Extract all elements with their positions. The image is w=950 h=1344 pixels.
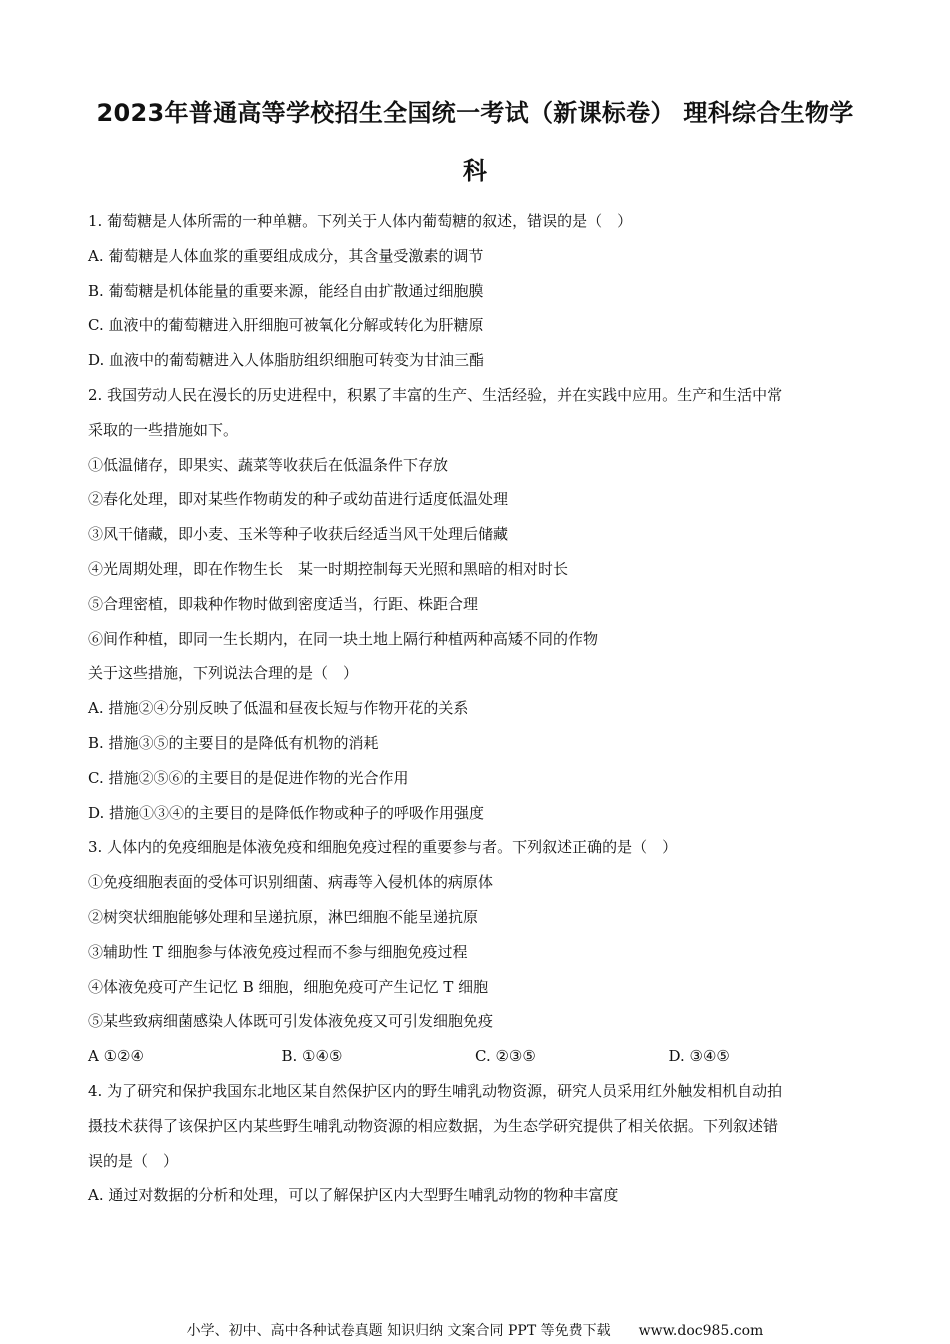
q3-statement-1: ①免疫细胞表面的受体可识别细菌、病毒等入侵机体的病原体 — [88, 873, 494, 892]
q2-option-b: B. 措施③⑤的主要目的是降低有机物的消耗 — [88, 733, 379, 752]
title-line-2: 科 — [462, 157, 488, 185]
q4-stem-cont-2: 误的是（ ） — [88, 1151, 179, 1170]
q1-option-b: B. 葡萄糖是机体能量的重要来源，能经自由扩散通过细胞膜 — [88, 281, 484, 300]
question-content — [88, 204, 862, 1213]
q2-measure-1: ①低温储存，即果实、蔬菜等收获后在低温条件下存放 — [88, 455, 449, 474]
q1-stem: 1. 葡萄糖是人体所需的一种单糖。下列关于人体内葡萄糖的叙述，错误的是（ ） — [88, 212, 633, 230]
q2-option-d: D. 措施①③④的主要目的是降低作物或种子的呼吸作用强度 — [88, 803, 485, 822]
q3-choice-c: C. ②③⑤ — [475, 1047, 536, 1066]
q3-statement-4: ④体液免疫可产生记忆 B 细胞，细胞免疫可产生记忆 T 细胞 — [88, 977, 489, 996]
q3-stem: 3. 人体内的免疫细胞是体液免疫和细胞免疫过程的重要参与者。下列叙述正确的是（ ） — [88, 838, 678, 857]
q2-measure-4: ④光周期处理，即在作物生长 某一时期控制每天光照和黑暗的相对时长 — [88, 559, 569, 578]
q2-stem-cont: 采取的一些措施如下。 — [88, 420, 239, 439]
q4-stem: 4. 为了研究和保护我国东北地区某自然保护区内的野生哺乳动物资源，研究人员采用红外触发相机自动拍 — [88, 1081, 783, 1100]
q2-measure-5: ⑤合理密植，即栽种作物时做到密度适当，行距、株距合理 — [88, 594, 479, 613]
q4-option-a: A. 通过对数据的分析和处理，可以了解保护区内大型野生哺乳动物的物种丰富度 — [88, 1186, 619, 1205]
page-title — [88, 84, 862, 200]
q4-stem-cont-1: 摄技术获得了该保护区内某些野生哺乳动物资源的相应数据，为生态学研究提供了相关依据。下列叙述错 — [88, 1116, 779, 1135]
q2-measure-3: ③风干储藏，即小麦、玉米等种子收获后经适当风干处理后储藏 — [88, 525, 509, 544]
q3-statement-2: ②树突状细胞能够处理和呈递抗原，淋巴细胞不能呈递抗原 — [88, 907, 479, 926]
q2-measure-2: ②春化处理，即对某些作物萌发的种子或幼苗进行适度低温处理 — [88, 490, 509, 509]
q3-statement-5: ⑤某些致病细菌感染人体既可引发体液免疫又可引发细胞免疫 — [88, 1012, 494, 1031]
q2-measure-6: ⑥间作种植，即同一生长期内，在同一块土地上隔行种植两种高矮不同的作物 — [88, 629, 599, 648]
q2-option-c: C. 措施②⑤⑥的主要目的是促进作物的光合作用 — [88, 768, 409, 787]
page-footer: 小学、初中、高中各种试卷真题 知识归纳 文案合同 PPT 等免费下载 www.doc985.com — [186, 1323, 764, 1339]
title-line-1: 2023年普通高等学校招生全国统一考试（新课标卷） 理科综合生物学 — [96, 99, 854, 127]
q3-choices — [88, 1039, 862, 1074]
q3-statement-3: ③辅助性 T 细胞参与体液免疫过程而不参与细胞免疫过程 — [88, 942, 468, 961]
q2-stem: 2. 我国劳动人民在漫长的历史进程中，积累了丰富的生产、生活经验，并在实践中应用。生产和生活中常 — [88, 385, 783, 404]
q2-option-a: A. 措施②④分别反映了低温和昼夜长短与作物开花的关系 — [88, 699, 469, 718]
q1-option-a: A. 葡萄糖是人体血浆的重要组成成分，其含量受激素的调节 — [88, 246, 484, 265]
q3-choice-b: B. ①④⑤ — [281, 1047, 343, 1066]
q3-choice-a: A ①②④ — [88, 1047, 144, 1066]
q3-choice-d: D. ③④⑤ — [668, 1047, 730, 1066]
q1-option-c: C. 血液中的葡萄糖进入肝细胞可被氧化分解或转化为肝糖原 — [88, 316, 484, 335]
q1-option-d: D. 血液中的葡萄糖进入人体脂肪组织细胞可转变为甘油三酯 — [88, 351, 485, 370]
q2-question: 关于这些措施，下列说法合理的是（ ） — [88, 664, 359, 683]
